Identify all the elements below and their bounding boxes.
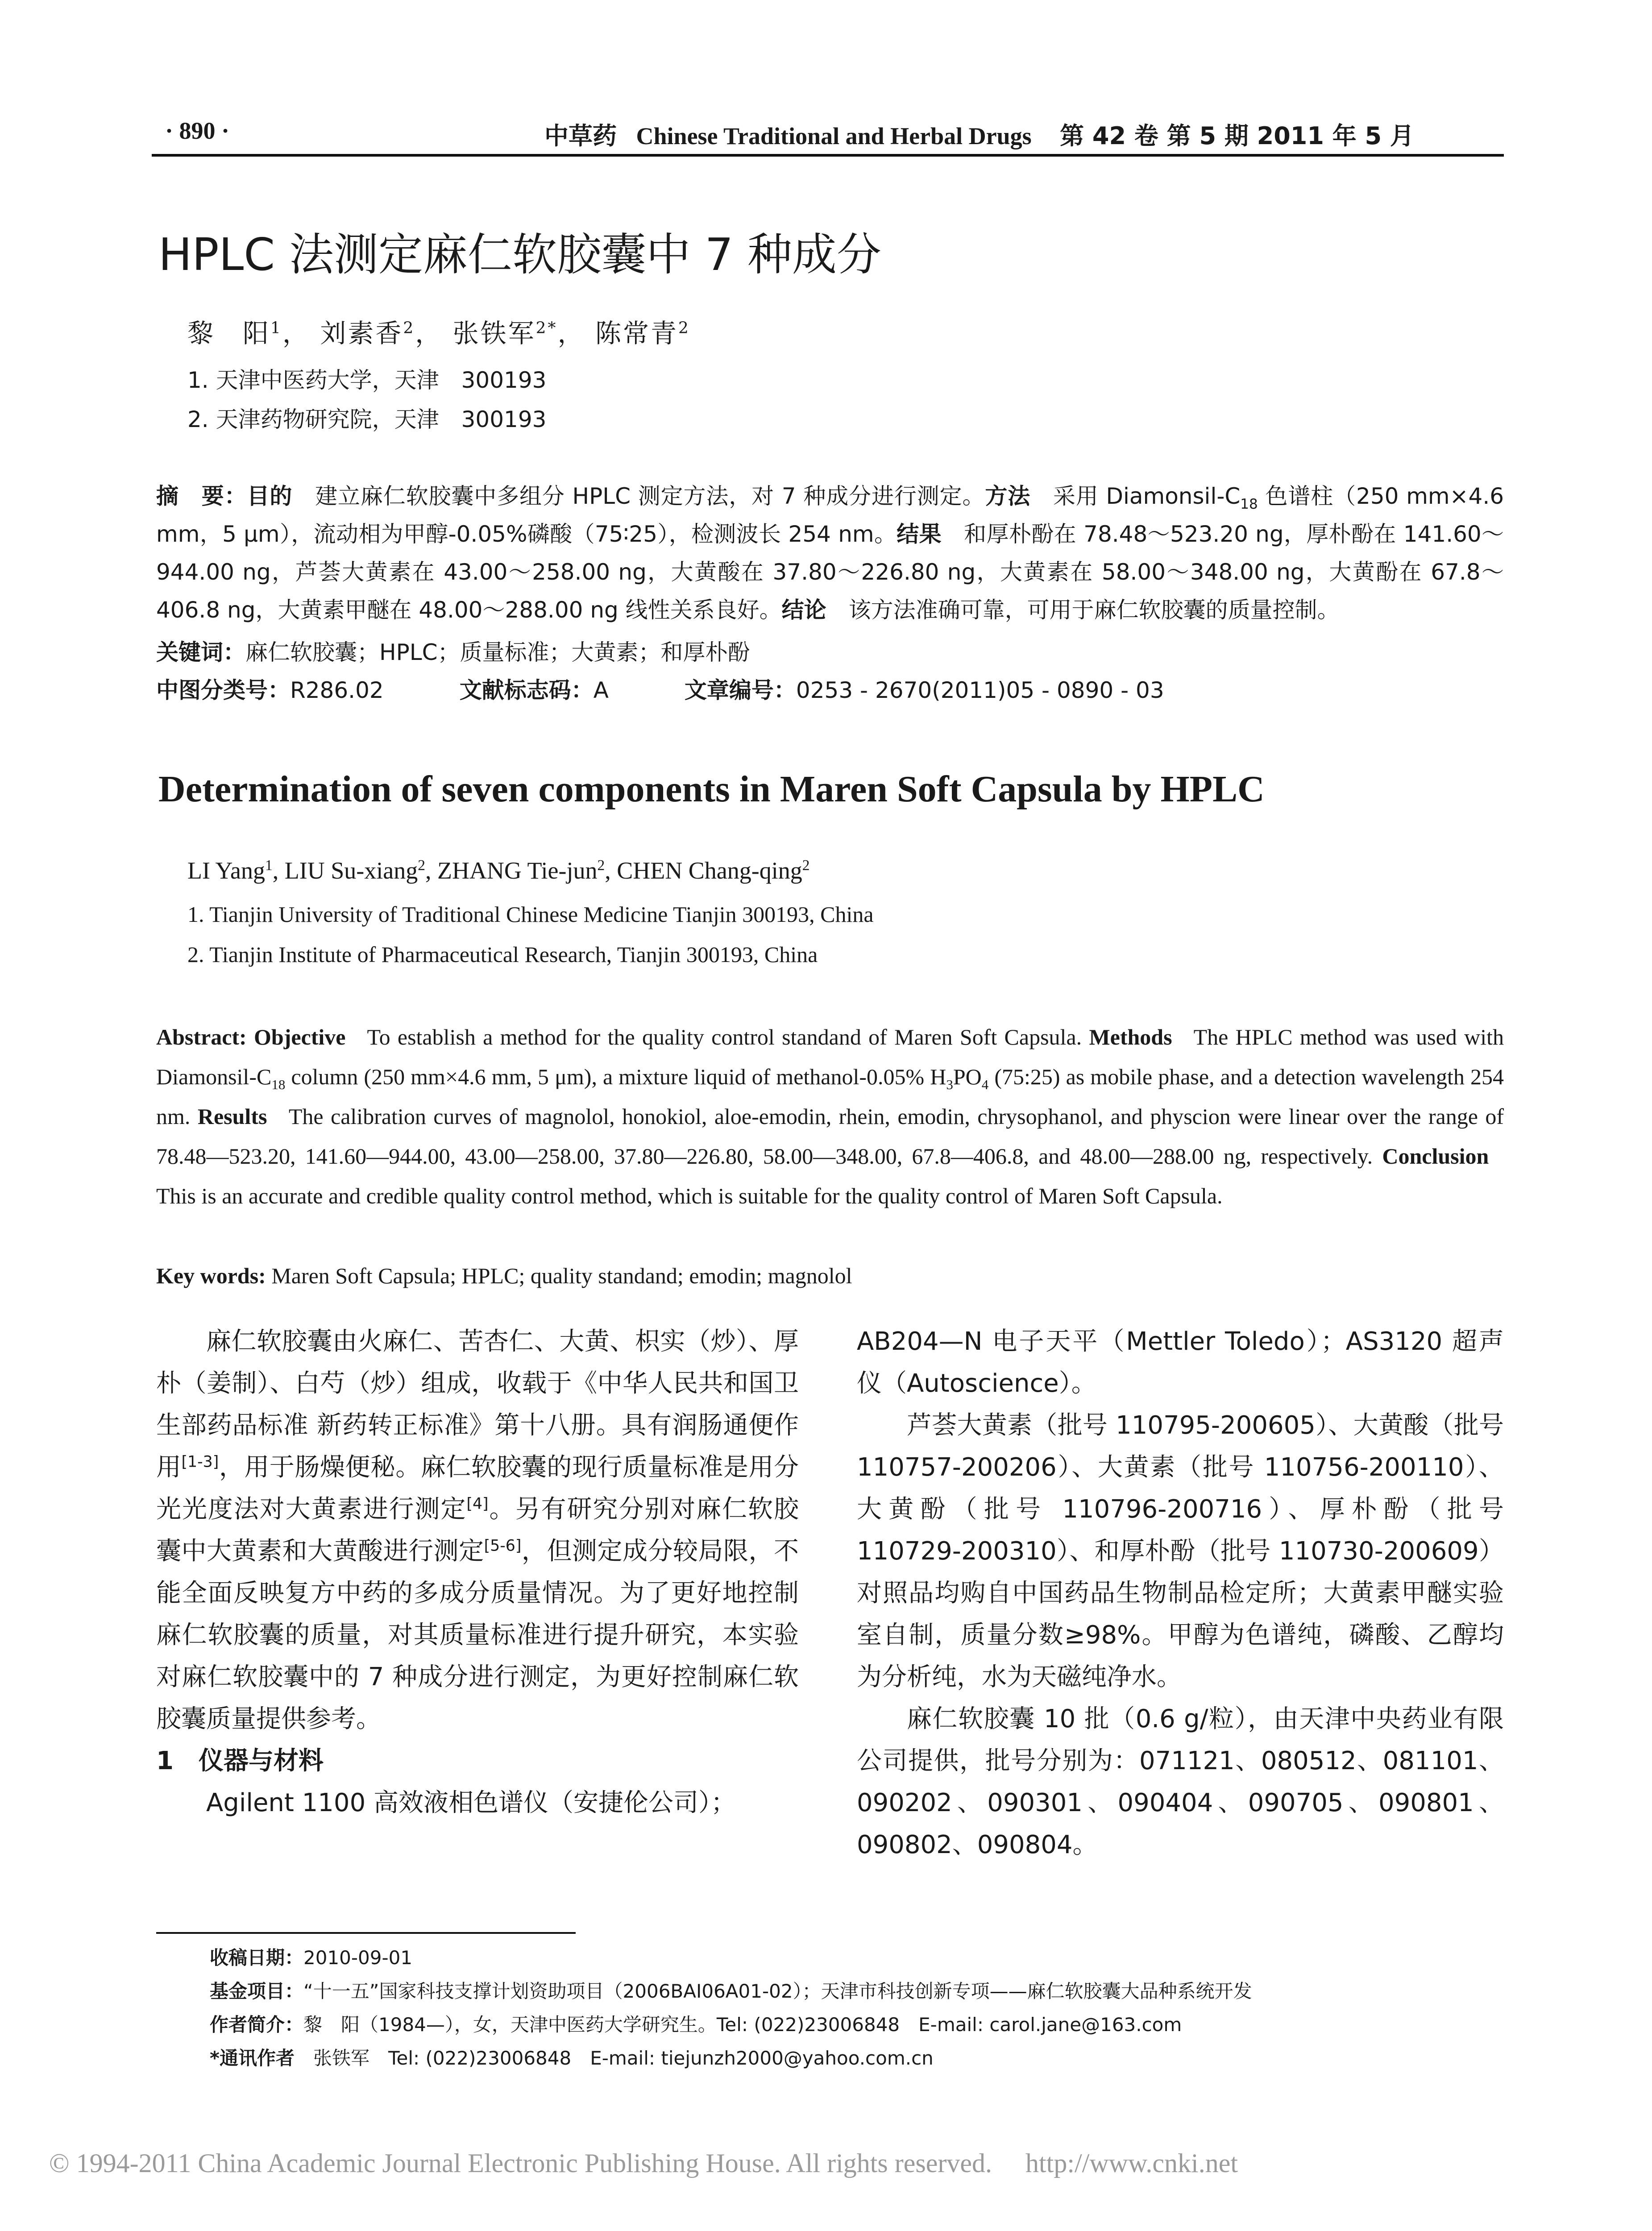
clc-label: 中图分类号： [156, 677, 290, 703]
results-cn: 和厚朴酚在 78.48～523.20 ng，厚朴酚在 141.60～944.00 ng，芦荟大黄素在 43.00～258.00 ng，大黄酸在 37.80～226.80 ng，大黄素在 58.00～348.00 ng，大黄酚在 67.8～406.8 ng，大黄素甲醚在 48.00～288.00 ng 线性关系良好。 [156, 521, 1504, 623]
article-title-cn: HPLC 法测定麻仁软胶囊中 7 种成分 [158, 228, 882, 281]
footnote-corresponding [210, 2044, 934, 2070]
article-title-en: Determination of seven components in Maren Soft Capsula by HPLC [158, 768, 1265, 810]
body-paragraph: 麻仁软胶囊 10 批（0.6 g/粒），由天津中央药业有限公司提供，批号分别为：071121、080512、081101、090202、090301、090404、090705、090801、090802、090804。 [857, 1704, 1504, 1859]
author-en-sup: 2 [802, 857, 810, 874]
methods-cn-sub: 18 [1240, 496, 1258, 512]
methods-label-cn: 方法 [985, 483, 1031, 509]
footnote-label: 作者简介： [210, 2014, 304, 2036]
body-text: 。另有研究分别对麻仁软胶囊中大黄素和大黄酸进行测定 [156, 1495, 799, 1566]
footnote-label: 收稿日期： [210, 1947, 304, 1969]
author-en: LIU Su-xiang [284, 857, 418, 884]
authors-cn: 黎 阳$^1$， 刘素香$^2$， 张铁军$^{2*}$， 陈常青$^2$ [187, 318, 690, 348]
author-en: CHEN Chang-qing [617, 857, 802, 884]
methods-en-sub: 18 [271, 1077, 286, 1092]
body-paragraph: 芦荟大黄素（批号 110795-200605）、大黄酸（批号 110757-200206）、大黄素（批号 110756-200110）、大黄酚（批号 110796-200716）、厚朴酚（批号 110729-200310）、和厚朴酚（批号 110730-200609）对照品均购自中国药品生物制品检定所；大黄素甲醚实验室自制，质量分数≥98%。甲醇为色谱纯，磷酸、乙醇均为分析纯，水为天磁纯净水。 [857, 1411, 1504, 1692]
affiliation-en-1: 1. Tianjin University of Traditional Chinese Medicine Tianjin 300193, China [187, 902, 874, 927]
author: 张铁军 [452, 318, 536, 348]
results-label-cn: 结果 [897, 521, 942, 547]
journal-name-en: Chinese Traditional and Herbal Drugs [636, 123, 1032, 149]
author-en-sup: 1 [265, 857, 273, 874]
objective-cn: 建立麻仁软胶囊中多组分 HPLC 测定方法，对 7 种成分进行测定。 [315, 483, 985, 509]
journal-issue: 第 42 卷 第 5 期 2011 年 5 月 [1060, 122, 1414, 150]
affiliation-cn-1: 1. 天津中医药大学，天津 300193 [187, 367, 547, 393]
methods-label-en: Methods [1089, 1024, 1172, 1049]
header-rule [152, 154, 1504, 157]
citation: [1-3] [181, 1453, 219, 1471]
abstract-cn-label: 摘 要： [156, 483, 247, 509]
author-sup: 2 [678, 319, 690, 337]
affiliation-en-2: 2. Tianjin Institute of Pharmaceutical Research, Tianjin 300193, China [187, 942, 818, 967]
clc-value: R286.02 [290, 677, 384, 703]
keywords-cn-label: 关键词： [156, 639, 245, 665]
conclusion-cn: 该方法准确可靠，可用于麻仁软胶囊的质量控制。 [848, 597, 1340, 623]
author-en-sup: 2 [418, 857, 425, 874]
journal-name-cn: 中草药 [544, 122, 617, 150]
affiliation-cn-2: 2. 天津药物研究院，天津 300193 [187, 406, 547, 432]
keywords-cn [156, 634, 1504, 672]
abstract-en [156, 1017, 1504, 1216]
footnote-received [210, 1943, 412, 1970]
footnote-text: 2010-09-01 [303, 1947, 413, 1969]
section-heading: 1 仪器与材料 [156, 1746, 324, 1775]
keywords-en-label: Key words: [156, 1263, 266, 1288]
running-header [152, 117, 1504, 153]
body-right-column [857, 1321, 1504, 1866]
citation: [5-6] [484, 1537, 522, 1555]
abstract-cn [156, 477, 1504, 629]
body-left-column [156, 1321, 799, 1824]
methods-en-a: The HPLC method was used with Diamonsil-C [156, 1024, 1504, 1089]
body-paragraph [156, 1321, 799, 1740]
footnote-author-bio [210, 2010, 1182, 2037]
methods-cn-a: 采用 Diamonsil-C [1053, 483, 1241, 509]
body-text: 麻仁软胶囊由火麻仁、苦杏仁、大黄、枳实（炒）、厚朴（姜制）、白芍（炒）组成，收载于《中华人民共和国卫生部药品标准 新药转正标准》第十八册。具有润肠通便作用 [156, 1327, 799, 1482]
objective-en: To establish a method for the quality control standand of Maren Soft Capsula. [367, 1024, 1082, 1049]
journal-name [544, 117, 1414, 151]
methods-en-d: (75:25) as mobile phase, and a detection wavelength 254 nm. [156, 1064, 1504, 1129]
keywords-cn-text: 麻仁软胶囊；HPLC；质量标准；大黄素；和厚朴酚 [245, 639, 750, 665]
author-en: LI Yang [187, 857, 266, 884]
footnote-text: 黎 阳（1984—），女，天津中医药大学研究生。Tel: (022)23006848 E-mail: carol.jane@163.com [303, 2014, 1182, 2036]
abstract-en-label: Abstract: [156, 1024, 247, 1049]
methods-en-sub: 4 [981, 1077, 989, 1092]
page-number: · 890 · [165, 117, 230, 144]
conclusion-label-cn: 结论 [781, 597, 826, 623]
body-text: ，用于肠燥便秘。麻仁软胶囊的现行质量标准是用分光光度法对大黄素进行测定 [156, 1453, 799, 1524]
author-sup: 1 [270, 319, 282, 337]
keywords-en [156, 1256, 1504, 1296]
footnote-text: “十一五”国家科技支撑计划资助项目（2006BAI06A01-02）；天津市科技创新专项——麻仁软胶囊大品种系统开发 [303, 1980, 1252, 2002]
footnote-rule [156, 1932, 576, 1934]
methods-en-c: PO [953, 1064, 982, 1089]
footnote-label: *通讯作者 [210, 2047, 295, 2069]
methods-cn-b: 色谱柱（250 mm×4.6 mm，5 μm），流动相为甲醇-0.05%磷酸（75∶25），检测波长 254 nm。 [156, 483, 1504, 547]
objective-label-en: Objective [254, 1024, 346, 1049]
author: 黎 阳 [187, 318, 271, 348]
author: 陈常青 [595, 318, 678, 348]
author-sup: 2* [535, 319, 558, 337]
art-value: 0253 - 2670(2011)05 - 0890 - 03 [796, 677, 1164, 703]
methods-en-sub: 3 [946, 1077, 953, 1092]
keywords-en-text: Maren Soft Capsula; HPLC; quality standand; emodin; magnolol [271, 1263, 852, 1288]
methods-en-b: column (250 mm×4.6 mm, 5 μm), a mixture liquid of methanol-0.05% H [285, 1064, 946, 1089]
conclusion-en: This is an accurate and credible quality control method, which is suitable for the quality control of Maren Soft Capsula. [156, 1183, 1223, 1208]
results-label-en: Results [197, 1104, 267, 1129]
conclusion-label-en: Conclusion [1382, 1144, 1489, 1169]
objective-label-cn: 目的 [247, 483, 293, 509]
author-sup: 2 [403, 319, 415, 337]
doc-label: 文献标志码： [459, 677, 594, 703]
author: 刘素香 [320, 318, 403, 348]
art-label: 文章编号： [684, 677, 796, 703]
results-en: The calibration curves of magnolol, honokiol, aloe-emodin, rhein, emodin, chrysophanol, and physcion were linear over the range of 78.48—523.20, 141.60—944.00, 43.00—258.00, 37.80—226.80, 58.00—348.00, 67.8—406.8, and 48.00—288.00 ng, respectively. [156, 1104, 1504, 1169]
author-en: ZHANG Tie-jun [437, 857, 598, 884]
authors-en: LI Yang$^1$, LIU Su-xiang$^2$, ZHANG Tie-jun$^2$, CHEN Chang-qing$^2$ [187, 857, 810, 884]
body-paragraph: AB204—N 电子天平（Mettler Toledo）；AS3120 超声仪（Autoscience）。 [857, 1327, 1504, 1398]
author-en-sup: 2 [597, 857, 605, 874]
citation: [4] [466, 1495, 489, 1513]
classification-line [156, 672, 1504, 709]
body-text: ，但测定成分较局限，不能全面反映复方中药的多成分质量情况。为了更好地控制麻仁软胶囊的质量，对其质量标准进行提升研究，本实验对麻仁软胶囊中的 7 种成分进行测定，为更好控制麻仁软胶囊质量提供参考。 [156, 1537, 799, 1733]
doc-value: A [593, 677, 609, 703]
footnote-funding [210, 1977, 1252, 2003]
body-paragraph: Agilent 1100 高效液相色谱仪（安捷伦公司）； [206, 1788, 736, 1817]
footnote-label: 基金项目： [210, 1980, 304, 2002]
footnote-text: 张铁军 Tel: (022)23006848 E-mail: tiejunzh2000@yahoo.com.cn [294, 2047, 934, 2069]
copyright-notice: © 1994-2011 China Academic Journal Electronic Publishing House. All rights reserved. http://www.cnki.net [49, 2148, 1238, 2178]
